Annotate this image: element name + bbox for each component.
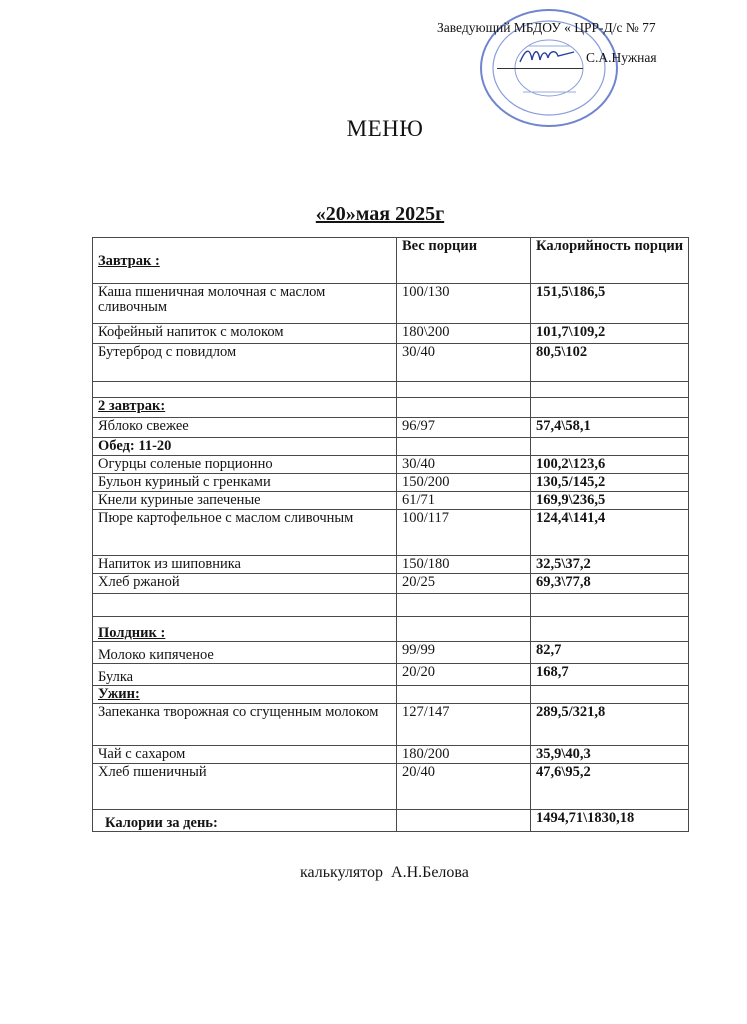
table-row [93,746,689,764]
row-weight: 20/25 [397,574,531,594]
table-header-row [93,238,689,284]
signature-mark [518,44,578,68]
section-row [93,617,689,642]
row-calories: 47,6\95,2 [531,764,689,810]
row-calories: 151,5\186,5 [531,284,689,324]
row-weight: 96/97 [397,418,531,438]
row-name: Запеканка творожная со сгущенным молоком [93,704,397,746]
table-row [93,492,689,510]
row-name: Бутерброд с повидлом [93,344,397,382]
table-row [93,344,689,382]
table-row [93,642,689,664]
row-weight: 180\200 [397,324,531,344]
row-name: Хлеб ржаной [93,574,397,594]
row-calories: 32,5\37,2 [531,556,689,574]
calculator-signature: калькулятор А.Н.Белова [300,864,469,881]
row-calories: 100,2\123,6 [531,456,689,474]
section-title: Ужин: [93,686,397,704]
row-weight: 20/40 [397,764,531,810]
row-name: Булка [93,664,397,686]
section-row [93,438,689,456]
row-weight: 127/147 [397,704,531,746]
row-weight: 100/130 [397,284,531,324]
approval-line: Заведующий МБДОУ « ЦРР-Д/с № 77 [437,20,656,35]
table-row-empty [93,382,689,398]
row-calories: 130,5/145,2 [531,474,689,492]
section-title: 2 завтрак: [93,398,397,418]
row-name: Огурцы соленые порционно [93,456,397,474]
row-calories: 169,9\236,5 [531,492,689,510]
table-row [93,418,689,438]
row-weight: 180/200 [397,746,531,764]
row-name: Чай с сахаром [93,746,397,764]
row-calories: 57,4\58,1 [531,418,689,438]
row-calories: 101,7\109,2 [531,324,689,344]
row-name: Яблоко свежее [93,418,397,438]
menu-date: «20»мая 2025г [315,203,445,225]
total-label: Калории за день: [93,810,397,832]
row-name: Напиток из шиповника [93,556,397,574]
table-row [93,510,689,556]
row-name: Кофейный напиток с молоком [93,324,397,344]
row-name: Бульон куриный с гренками [93,474,397,492]
row-calories: 168,7 [531,664,689,686]
row-name: Хлеб пшеничный [93,764,397,810]
section-row [93,686,689,704]
table-row-empty [93,594,689,617]
table-row [93,664,689,686]
table-row [93,764,689,810]
signature-line [497,68,583,69]
row-weight: 30/40 [397,344,531,382]
page-title: МЕНЮ [346,116,424,141]
table-row [93,704,689,746]
row-calories: 82,7 [531,642,689,664]
total-row [93,810,689,832]
menu-table [92,237,689,832]
table-row [93,574,689,594]
row-calories: 124,4\141,4 [531,510,689,556]
table-row [93,324,689,344]
row-name: Пюре картофельное с маслом сливочным [93,510,397,556]
row-weight: 99/99 [397,642,531,664]
total-value: 1494,71\1830,18 [531,810,689,832]
row-name: Молоко кипяченое [93,642,397,664]
row-weight: 30/40 [397,456,531,474]
table-row [93,456,689,474]
section-title: Полдник : [93,617,397,642]
header-calories: Калорийность порции [531,238,689,284]
table-row [93,556,689,574]
row-name: Кнели куриные запеченые [93,492,397,510]
row-calories: 80,5\102 [531,344,689,382]
row-weight: 20/20 [397,664,531,686]
header-weight: Вес порции [397,238,531,284]
row-weight: 150/180 [397,556,531,574]
row-calories: 289,5/321,8 [531,704,689,746]
approver-name: С.А.Нужная [586,50,657,65]
section-row [93,398,689,418]
row-weight: 61/71 [397,492,531,510]
row-calories: 35,9\40,3 [531,746,689,764]
section-title: Обед: 11-20 [93,438,397,456]
row-weight: 100/117 [397,510,531,556]
header-meal: Завтрак : [93,238,397,284]
table-row [93,474,689,492]
row-calories: 69,3\77,8 [531,574,689,594]
row-name: Каша пшеничная молочная с маслом сливочным [93,284,397,324]
table-row [93,284,689,324]
row-weight: 150/200 [397,474,531,492]
